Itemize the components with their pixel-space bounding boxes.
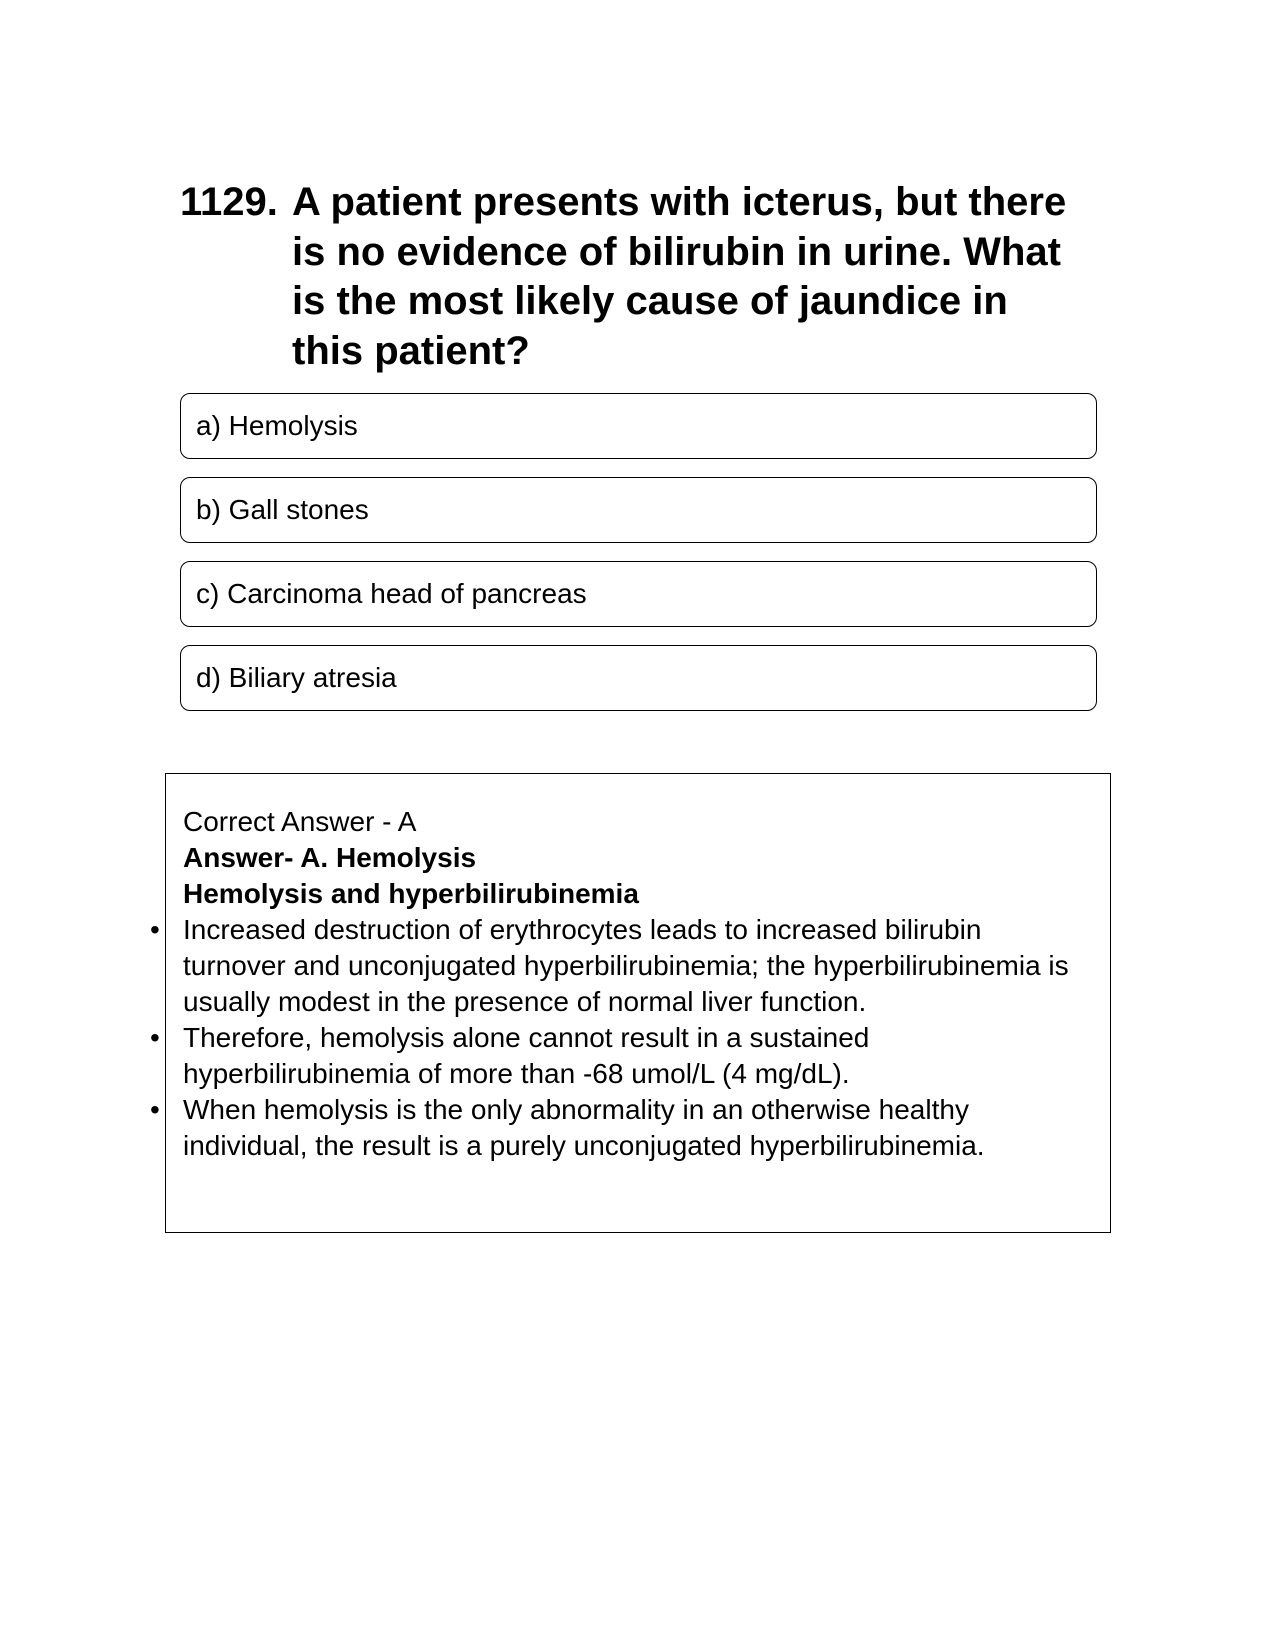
bullet-icon: • [150,1094,160,1125]
bullet-icon: • [150,1022,160,1053]
question [180,178,1080,376]
option-d[interactable]: d) Biliary atresia [180,645,1097,711]
list-item [150,912,1083,1020]
option-a[interactable]: a) Hemolysis [180,393,1097,459]
bullet-icon: • [150,914,160,945]
explanation-list [150,912,1083,1164]
list-item [150,1020,1083,1092]
list-item-text: When hemolysis is the only abnormality in an otherwise healthy individual, the result is a purely unconjugated hyperbilirubinemia. [183,1094,985,1161]
option-c[interactable]: c) Carcinoma head of pancreas [180,561,1097,627]
list-item-text: Increased destruction of erythrocytes leads to increased bilirubin turnover and unconjugated hyperbilirubinemia; the hyperbilirubinemia is usually modest in the presence of normal liver function. [183,914,1069,1017]
answer-heading: Answer- A. Hemolysis [183,842,477,873]
question-text: A patient presents with icterus, but there is no evidence of bilirubin in urine. What is the most likely cause of jaundice in this patient? [292,180,1067,373]
option-b[interactable]: b) Gall stones [180,477,1097,543]
answer-box [150,773,1111,1233]
question-number: 1129. [180,180,278,224]
correct-answer-line: Correct Answer - A [183,806,417,837]
answer-content [150,804,1083,1164]
section-heading: Hemolysis and hyperbilirubinemia [183,878,639,909]
list-item-text: Therefore, hemolysis alone cannot result in a sustained hyperbilirubinemia of more than -68 umol/L (4 mg/dL). [183,1022,870,1089]
list-item [150,1092,1083,1164]
